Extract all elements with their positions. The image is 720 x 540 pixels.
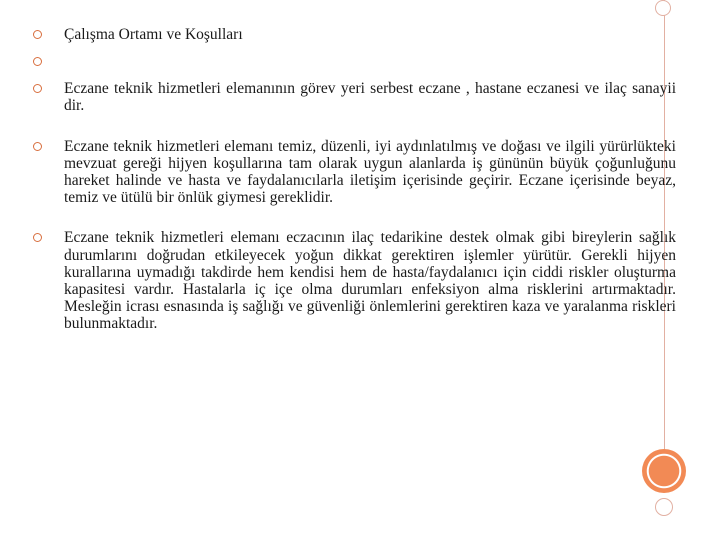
decorative-orange-circle — [642, 449, 686, 493]
decorative-small-circle — [655, 0, 671, 16]
bullet-text: Eczane teknik hizmetleri elemanının görev yeri serbest eczane , hastane eczanesi ve ilaç sanayii dir. — [64, 80, 676, 115]
bullet-item-empty — [32, 53, 676, 70]
bullet-text: Çalışma Ortamı ve Koşulları — [64, 26, 243, 43]
bullet-text: Eczane teknik hizmetleri elemanı temiz, düzenli, iyi aydınlatılmış ve doğası ve ilgili yürürlükteki mevzuat gereği hijyen koşullarına tam olarak uygun alanlarda iş gününün büyük çoğunluğunu hareket halinde ve hasta ve faydalanıcılarla iletişim içerisinde geçirir. Eczane içerisinde beyaz, temiz ve ütülü bir önlük giymesi gereklidir. — [64, 137, 676, 207]
bullet-item-workplace — [32, 80, 676, 114]
bullet-circle-icon — [33, 233, 42, 242]
bullet-item-risks — [32, 229, 676, 332]
decorative-bottom-circle — [655, 498, 673, 516]
bullet-text: Eczane teknik hizmetleri elemanı eczacının ilaç tedarikine destek olmak gibi bireylerin sağlık durumlarını doğrudan etkileyecek yoğun dikkat gerektiren işlemler yürütür. Gerekli hijyen kurallarına uymadığı takdirde hem kendisi hem de hasta/faydalanıcı için ciddi riskler oluşturma kapasitesi vardır. Hastalarla iç içe olma durumları enfeksiyon alma risklerini artırmaktadır. Mesleğin icrası esnasında iş sağlığı ve güvenliği önlemlerini gerektiren kaza ve yaralanma riskleri bulunmaktadır. — [64, 229, 676, 333]
bullet-circle-icon — [33, 84, 42, 93]
bullet-circle-icon — [33, 142, 42, 151]
bullet-item-conditions — [32, 138, 676, 207]
bullet-circle-icon — [33, 57, 42, 66]
bullet-item-title — [32, 26, 676, 43]
bullet-circle-icon — [33, 30, 42, 39]
bullet-list — [32, 26, 676, 333]
